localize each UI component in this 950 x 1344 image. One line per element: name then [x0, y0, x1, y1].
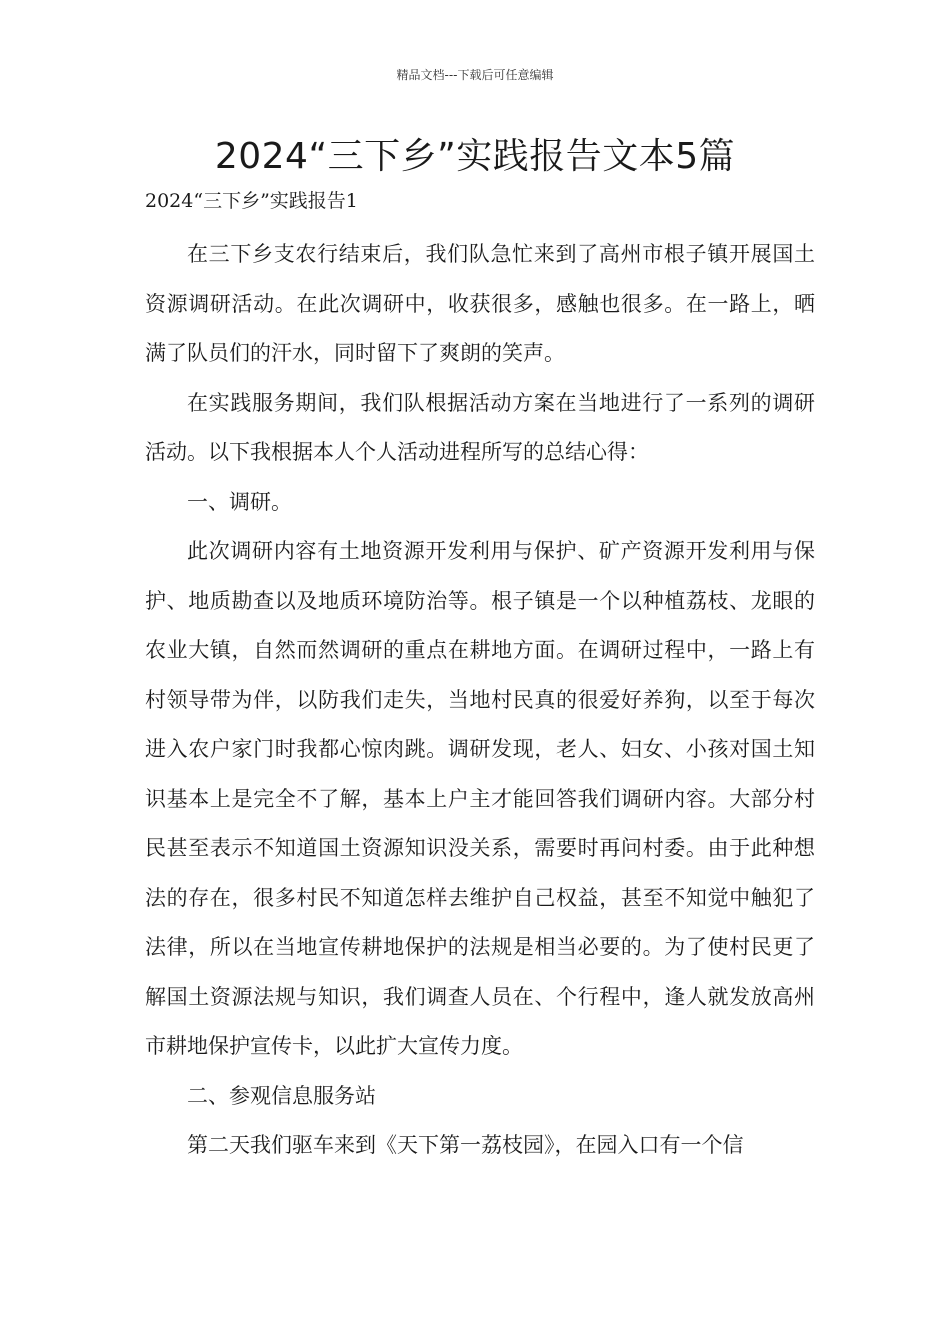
- body-text: [145, 230, 815, 1171]
- paragraph: 在实践服务期间，我们队根据活动方案在当地进行了一系列的调研活动。以下我根据本人个人活动进程所写的总结心得：: [145, 390, 815, 464]
- section-subtitle: 2024“三下乡”实践报告1: [145, 190, 358, 212]
- header-note: 精品文档---下载后可任意编辑: [396, 68, 554, 82]
- section-heading: 一、调研。: [187, 489, 292, 514]
- paragraph: 第二天我们驱车来到《天下第一荔枝园》，在园入口有一个信: [187, 1133, 744, 1157]
- paragraph: 此次调研内容有土地资源开发利用与保护、矿产资源开发利用与保护、地质勘查以及地质环境防治等。根子镇是一个以种植荔枝、龙眼的农业大镇，自然而然调研的重点在耕地方面。在调研过程中，一路上有村领导带为伴，以防我们走失，当地村民真的很爱好养狗，以至于每次进入农户家门时我都心惊肉跳。调研发现，老人、妇女、小孩对国土知识基本上是完全不了解，基本上户主才能回答我们调研内容。大部分村民甚至表示不知道国土资源知识没关系，需要时再问村委。由于此种想法的存在，很多村民不知道怎样去维护自己权益，甚至不知觉中触犯了法律，所以在当地宣传耕地保护的法规是相当必要的。为了使村民更了解国土资源法规与知识，我们调查人员在、个行程中，逢人就发放高州市耕地保护宣传卡，以此扩大宣传力度。: [145, 539, 815, 1058]
- section-heading: 二、参观信息服务站: [187, 1083, 376, 1108]
- document-title: 2024“三下乡”实践报告文本5篇: [214, 136, 736, 177]
- paragraph: 在三下乡支农行结束后，我们队急忙来到了高州市根子镇开展国土资源调研活动。在此次调研中，收获很多，感触也很多。在一路上，晒满了队员们的汗水，同时留下了爽朗的笑声。: [145, 242, 815, 365]
